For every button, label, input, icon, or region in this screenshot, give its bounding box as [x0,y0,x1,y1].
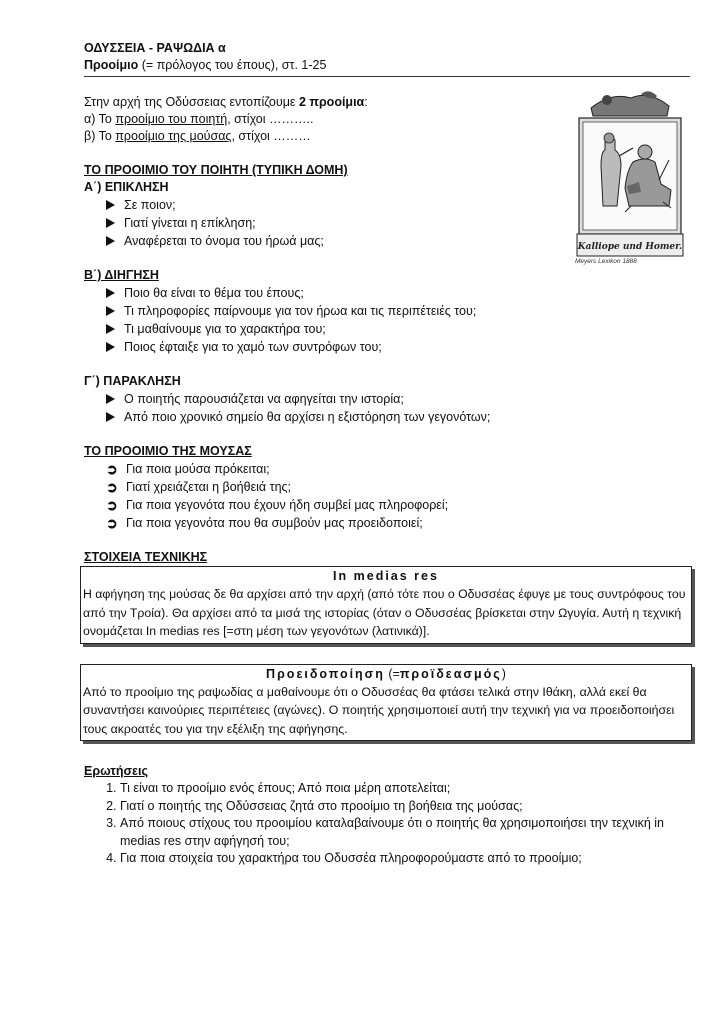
foreshadowing-box [80,664,692,742]
intro-end: : [364,95,368,109]
intro-bold: 2 προοίμια [298,95,365,109]
list-item-text: Αναφέρεται το όνομα του ήρωά μας; [124,234,324,248]
section-c-list [84,390,690,426]
triangle-bullet-icon [106,236,115,246]
list-item-text: Ποιο θα είναι το θέμα του έπους; [124,286,304,300]
foreshadowing-title [83,666,689,683]
list-item-text: Τι πληροφορίες παίρνουμε για τον ήρωα και τις περιπέτειές του; [124,304,477,318]
questions-heading: Ερωτήσεις [84,764,148,778]
question-item: 2. Γιατί ο ποιητής της Οδύσσειας ζητά στο προοίμιο τη βοήθεια της μούσας; [120,798,690,816]
list-item [106,302,690,320]
in-medias-res-text: Η αφήγηση της μούσας δε θα αρχίσει από την αρχή (από τότε που ο Οδυσσέας έφυγε με τους συντρόφους του από την Τροία). Θα αρχίσει από τα μισά της ιστορίας (όταν ο Οδυσσέας βρίσκεται στην Ωγυγία. Αυτή η τεχνική ονομάζεται In medias res [=στη μέση των γεγονότων (λατινικά)]. [83,587,686,638]
section-a-heading: Α΄) ΕΠΙΚΛΗΣΗ [84,180,169,194]
question-item: 4. Για ποια στοιχεία του χαρακτήρα του Οδυσσέα πληροφορούμαστε από το προοίμιο; [120,850,690,868]
intro-2-prefix: α) Το [84,112,116,126]
document-title: ΟΔΥΣΣΕΙΑ - ΡΑΨΩΔΙΑ α [84,41,226,55]
triangle-bullet-icon [106,394,115,404]
triangle-bullet-icon [106,324,115,334]
question-item: 1. Τι είναι το προοίμιο ενός έπους; Από ποια μέρη αποτελείται; [120,780,690,798]
muse-list [84,460,690,532]
in-medias-res-title: In medias res [333,569,439,583]
list-item-text: Γιατί χρειάζεται η βοήθειά της; [126,480,292,494]
triangle-bullet-icon [106,342,115,352]
technique-heading: ΣΤΟΙΧΕΙΑ ΤΕΧΝΙΚΗΣ [84,550,208,564]
list-item [106,320,690,338]
list-item-text: Γιατί γίνεται η επίκληση; [124,216,256,230]
section-b-list [84,284,690,356]
section-b-heading-text: Β΄) ΔΙΗΓΗΣΗ [84,268,159,282]
illustration-label: Kalliope und Homer. [577,242,683,252]
intro-2-underlined: προοίμιο του ποιητή [115,112,228,126]
list-item-text: Για ποια γεγονότα που θα συμβούν μας προειδοποιεί; [126,516,423,530]
questions-list [84,780,690,868]
kalliope-homer-illustration [571,86,689,272]
triangle-bullet-icon [106,200,115,210]
list-item [106,460,690,478]
arrow-bullet-icon: ➲ [106,461,118,477]
list-item [106,514,690,532]
arrow-bullet-icon: ➲ [106,497,118,513]
list-item-text: Ποιος έφταιξε για το χαμό των συντρόφων του; [124,340,382,354]
intro-3-underlined: προοίμιο της μούσας [115,129,232,143]
list-item [106,284,690,302]
foreshadowing-title-bold: Προειδοποίηση [266,666,385,681]
list-item [106,496,690,514]
list-item-text: Σε ποιον; [124,198,176,212]
list-item-text: Τι μαθαίνουμε για το χαρακτήρα του; [124,322,326,336]
list-item-text: Από ποιο χρονικό σημείο θα αρχίσει η εξιστόρηση των γεγονότων; [124,410,491,424]
section-c-heading: Γ΄) ΠΑΡΑΚΛΗΣΗ [84,374,181,388]
subtitle-rest: (= πρόλογος του έπους), στ. 1-25 [138,58,327,72]
illustration-credit: Meyers Lexikon 1888 [575,258,637,265]
subtitle-bold: Προοίμιο [84,58,139,72]
arrow-bullet-icon: ➲ [106,515,118,531]
foreshadowing-title-paren-close: ) [501,666,506,681]
foreshadowing-title-paren-open: (= [384,666,400,681]
arrow-bullet-icon: ➲ [106,479,118,495]
list-item-text: Για ποια γεγονότα που έχουν ήδη συμβεί μας πληροφορεί; [126,498,449,512]
list-item-text: Ο ποιητής παρουσιάζεται να αφηγείται την ιστορία; [124,392,404,406]
triangle-bullet-icon [106,412,115,422]
list-item [106,408,690,426]
muse-prooimio-heading: ΤΟ ΠΡΟΟΙΜΙΟ ΤΗΣ ΜΟΥΣΑΣ [84,444,252,458]
document-subtitle [84,57,690,77]
foreshadowing-text: Από το προοίμιο της ραψωδίας α μαθαίνουμε ότι ο Οδυσσέας θα φτάσει τελικά στην Ιθάκη, αλλά εκεί θα συναντήσει καινούριες περιπέτειες (αγώνες). Ο ποιητής χρησιμοποιεί αυτή την τεχνική για να προειδοποιήσει τους ακροατές του για την εξέλιξη της αφήγησης. [83,684,675,736]
triangle-bullet-icon [106,218,115,228]
poet-prooimio-heading: ΤΟ ΠΡΟΟΙΜΙΟ ΤΟΥ ΠΟΙΗΤΗ (ΤΥΠΙΚΗ ΔΟΜΗ) [84,163,348,177]
intro-text: Στην αρχή της Οδύσσειας εντοπίζουμε [84,95,299,109]
triangle-bullet-icon [106,288,115,298]
list-item-text: Για ποια μούσα πρόκειται; [126,462,270,476]
in-medias-res-box [80,566,692,644]
list-item [106,478,690,496]
list-item [106,390,690,408]
triangle-bullet-icon [106,306,115,316]
question-item: 3. Από ποιους στίχους του προοιμίου καταλαβαίνουμε ότι ο ποιητής θα χρησιμοποιήσει την τεχνική in medias res στην αφήγησή του; [120,815,690,850]
intro-3-suffix: , στίχοι ……… [231,129,311,143]
foreshadowing-title-bold2: προϊδεασμός [399,666,502,681]
list-item [106,338,690,356]
intro-3-prefix: β) Το [84,129,116,143]
intro-2-suffix: , στίχοι ……….. [227,112,314,126]
